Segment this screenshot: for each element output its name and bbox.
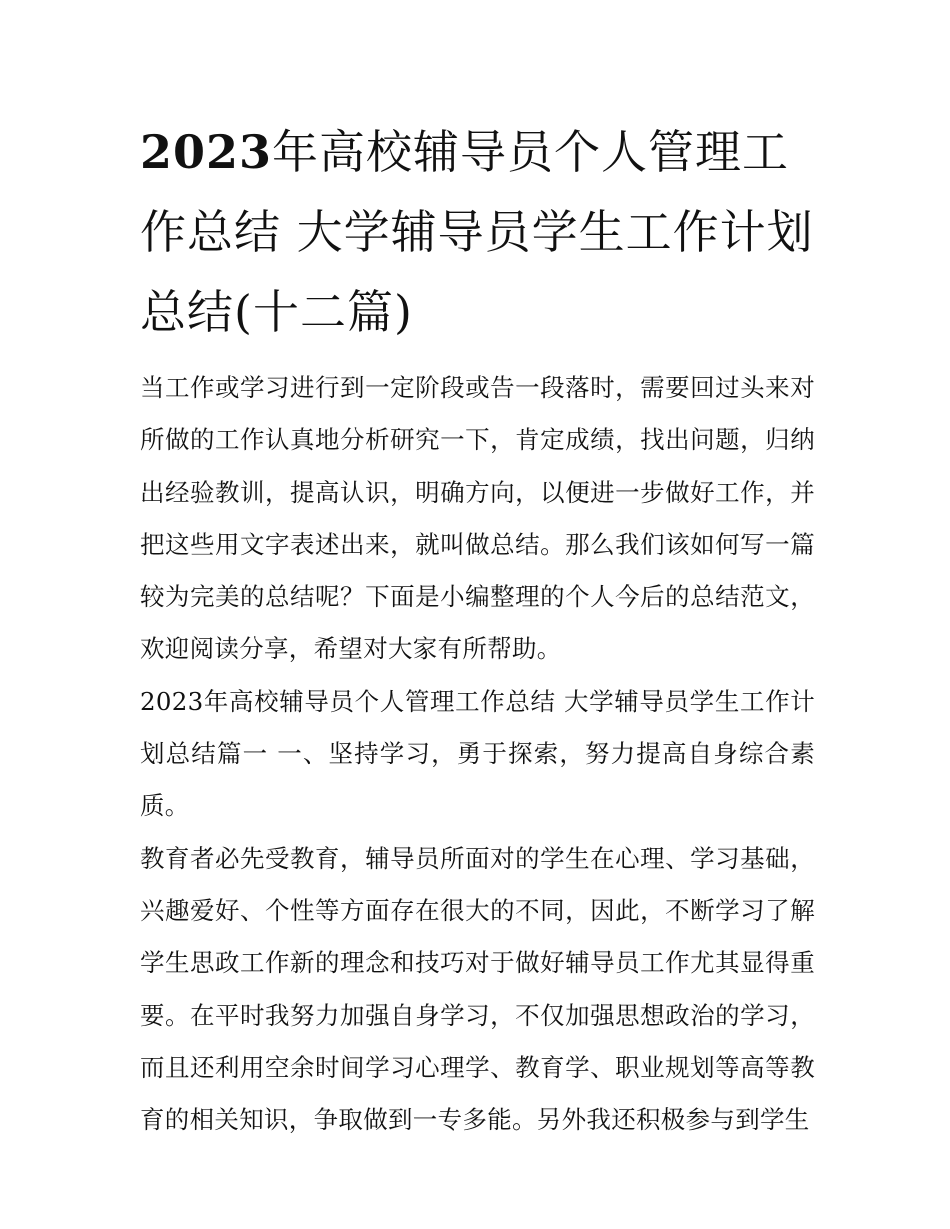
title-text: 年高校辅导员个人管理工作总结 大学辅导员学生工作计划总结(十二篇) xyxy=(140,125,814,339)
document-body xyxy=(140,362,815,1146)
document-title xyxy=(140,112,815,352)
section-heading-paragraph: 2023年高校辅导员个人管理工作总结 大学辅导员学生工作计划总结篇一 一、坚持学习，勇于探索，努力提高自身综合素质。 xyxy=(140,686,815,821)
document-page xyxy=(140,112,815,1146)
intro-paragraph: 当工作或学习进行到一定阶段或告一段落时，需要回过头来对所做的工作认真地分析研究一下，肯定成绩，找出问题，归纳出经验教训，提高认识，明确方向，以便进一步做好工作，并把这些用文字表述出来，就叫做总结。那么我们该如何写一篇较为完美的总结呢？下面是小编整理的个人今后的总结范文，欢迎阅读分享，希望对大家有所帮助。 xyxy=(140,373,815,664)
body-paragraph: 教育者必先受教育，辅导员所面对的学生在心理、学习基础，兴趣爱好、个性等方面存在很大的不同，因此，不断学习了解学生思政工作新的理念和技巧对于做好辅导员工作尤其显得重要。在平时我努力加强自身学习，不仅加强思想政治的学习，而且还利用空余时间学习心理学、教育学、职业规划等高等教育的相关知识，争取做到一专多能。另外我还积极参与到学生 xyxy=(140,843,815,1135)
title-year: 2023 xyxy=(140,125,273,179)
